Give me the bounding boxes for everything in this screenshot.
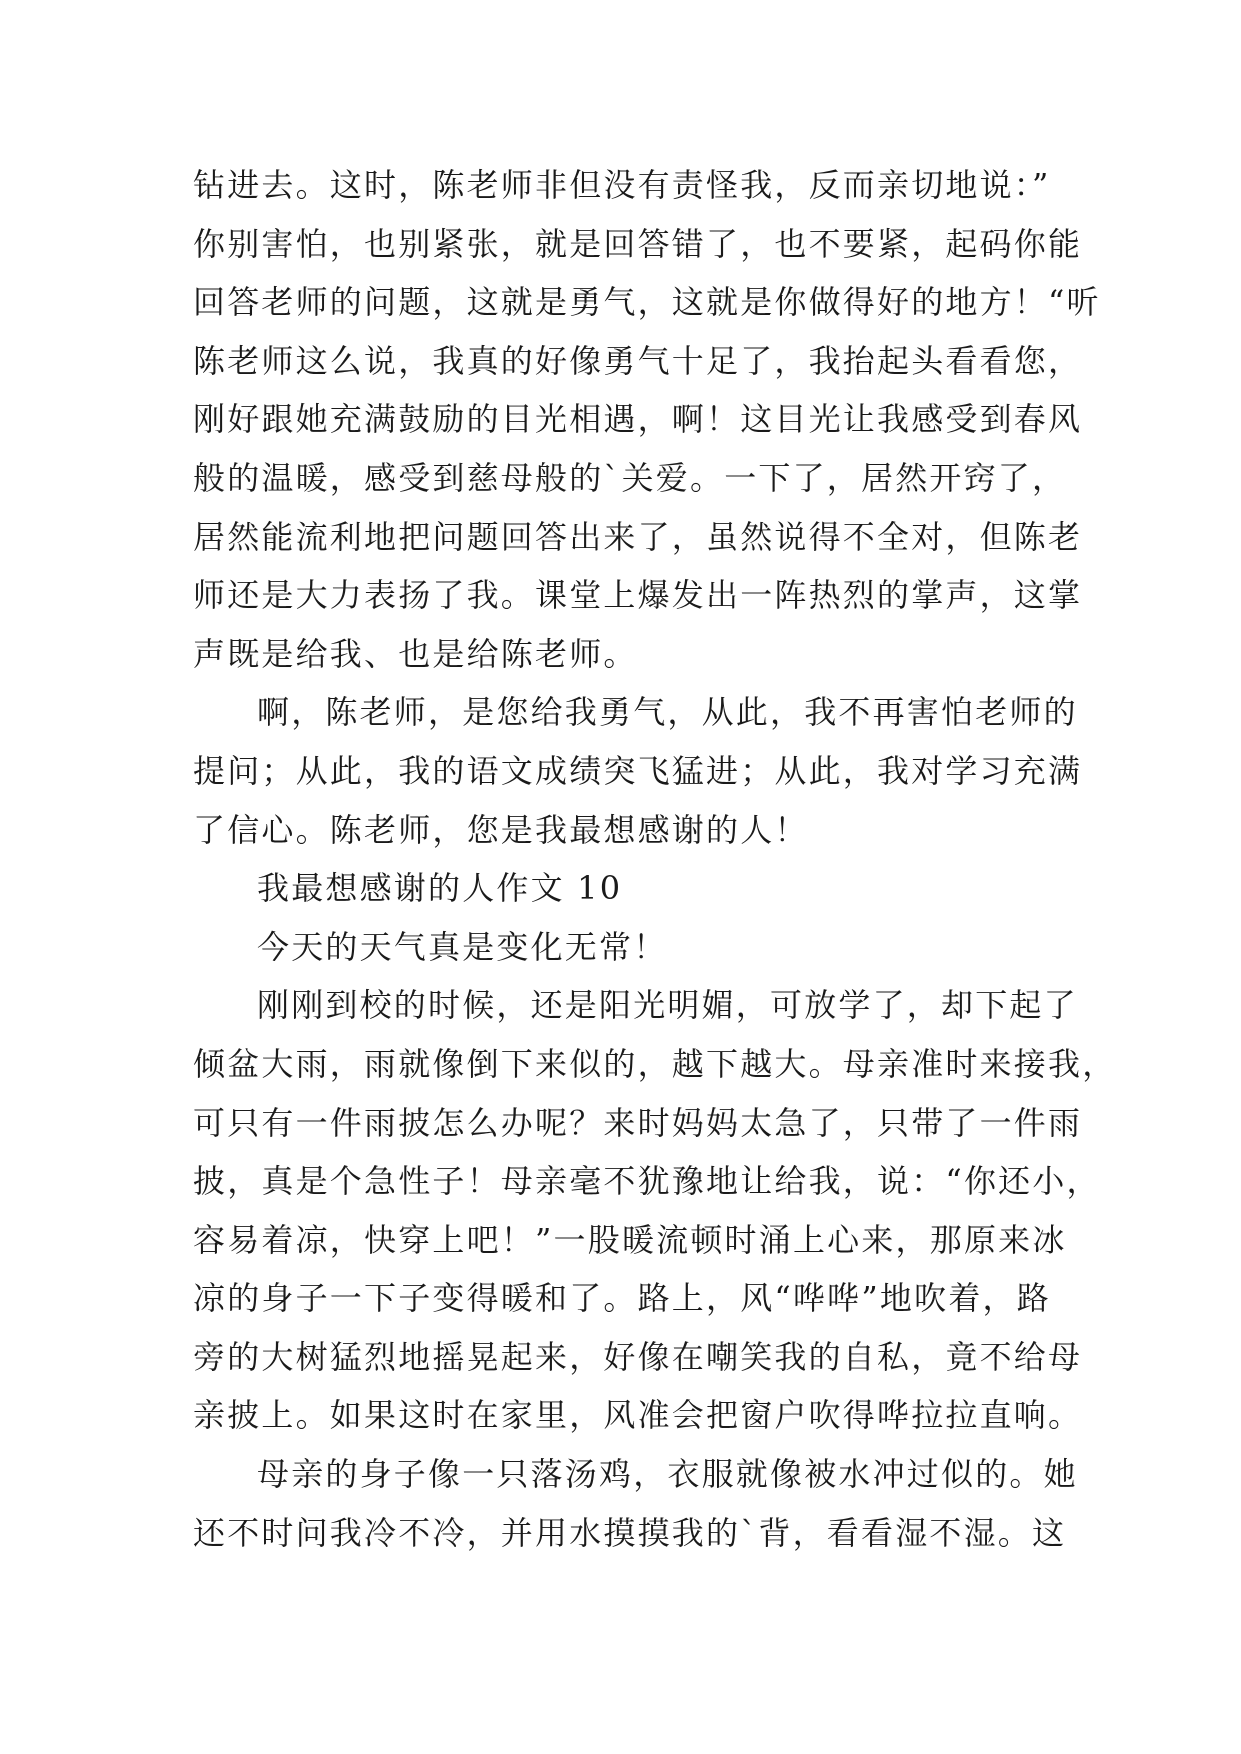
text-line: 母亲的身子像一只落汤鸡，衣服就像被水冲过似的。她 <box>257 1455 1078 1494</box>
text-line: 容易着凉，快穿上吧！”一股暖流顿时涌上心来，那原来冰 <box>193 1220 1067 1259</box>
text-line: 居然能流利地把问题回答出来了，虽然说得不全对，但陈老 <box>193 517 1083 556</box>
text-line: 亲披上。如果这时在家里，风准会把窗户吹得哗拉拉直响。 <box>193 1396 1083 1435</box>
text-line: 了信心。陈老师，您是我最想感谢的人！ <box>193 810 809 849</box>
text-line: 倾盆大雨，雨就像倒下来似的，越下越大。母亲准时来接我， <box>193 1044 1117 1083</box>
text-line: 刚好跟她充满鼓励的目光相遇，啊！这目光让我感受到春风 <box>193 400 1083 439</box>
text-line: 可只有一件雨披怎么办呢？来时妈妈太急了，只带了一件雨 <box>193 1103 1083 1142</box>
text-line: 提问；从此，我的语文成绩突飞猛进；从此，我对学习充满 <box>193 751 1083 790</box>
text-line: 刚刚到校的时候，还是阳光明媚，可放学了，却下起了 <box>257 986 1078 1025</box>
text-line: 你别害怕，也别紧张，就是回答错了，也不要紧，起码你能 <box>193 224 1083 263</box>
document-body <box>193 156 1117 1562</box>
text-line: 今天的天气真是变化无常！ <box>257 927 668 966</box>
text-line: 披，真是个急性子！母亲毫不犹豫地让给我，说：“你还小， <box>193 1162 1101 1201</box>
text-line: 师还是大力表扬了我。课堂上爆发出一阵热烈的掌声，这掌 <box>193 576 1083 615</box>
text-line: 还不时问我冷不冷，并用水摸摸我的`背，看看湿不湿。这 <box>193 1513 1067 1552</box>
text-line: 回答老师的问题，这就是勇气，这就是你做得好的地方！“听 <box>193 283 1101 322</box>
text-line: 啊，陈老师，是您给我勇气，从此，我不再害怕老师的 <box>257 693 1078 732</box>
text-line: 钻进去。这时，陈老师非但没有责怪我，反而亲切地说：” <box>193 166 1051 204</box>
text-line: 我最想感谢的人作文 10 <box>257 869 623 908</box>
text-line: 旁的大树猛烈地摇晃起来，好像在嘲笑我的自私，竟不给母 <box>193 1337 1083 1376</box>
text-line: 凉的身子一下子变得暖和了。路上，风“哗哗”地吹着，路 <box>193 1279 1051 1318</box>
text-line: 般的温暖，感受到慈母般的`关爱。一下了，居然开窍了， <box>193 458 1067 497</box>
text-line: 声既是给我、也是给陈老师。 <box>193 634 638 673</box>
text-line: 陈老师这么说，我真的好像勇气十足了，我抬起头看看您， <box>193 341 1083 380</box>
